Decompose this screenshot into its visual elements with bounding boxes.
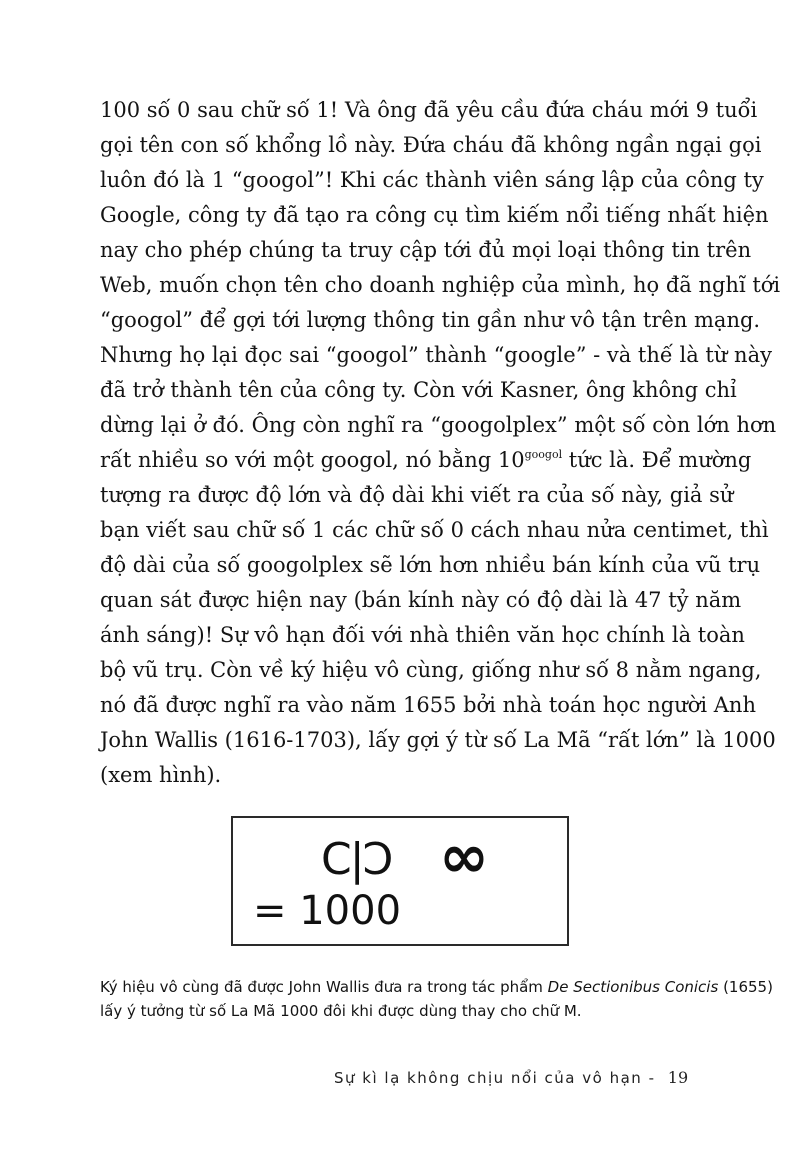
body-line: bộ vũ trụ. Còn về ký hiệu vô cùng, giống như số 8 nằm ngang,	[100, 658, 762, 682]
caption-year: (1655)	[718, 978, 773, 996]
body-line: Google, công ty đã tạo ra công cụ tìm kiếm nổi tiếng nhất hiện	[100, 203, 769, 227]
footer-separator: -	[648, 1069, 656, 1087]
running-title: Sự kì lạ không chịu nổi của vô hạn	[334, 1069, 643, 1087]
figure-equals-value: = 1000	[253, 888, 402, 934]
body-line: luôn đó là 1 “googol”! Khi các thành viên sáng lập của công ty	[100, 168, 764, 192]
body-line: (xem hình).	[100, 763, 222, 787]
body-line: dừng lại ở đó. Ông còn nghĩ ra “googolplex” một số còn lớn hơn	[100, 413, 777, 437]
caption-book-title: De Sectionibus Conicis	[547, 978, 719, 996]
body-line: quan sát được hiện nay (bán kính này có độ dài là 47 tỷ năm	[100, 588, 742, 612]
body-line: tượng ra được độ lớn và độ dài khi viết ra của số này, giả sử	[100, 483, 734, 507]
exponent-base-text: rất nhiều so với một googol, nó bằng 10	[100, 448, 525, 472]
body-line: gọi tên con số khổng lồ này. Đứa cháu đã không ngần ngại gọi	[100, 133, 762, 157]
body-line: bạn viết sau chữ số 1 các chữ số 0 cách nhau nửa centimet, thì	[100, 518, 769, 542]
body-line: nó đã được nghĩ ra vào năm 1655 bởi nhà toán học người Anh	[100, 693, 756, 717]
body-line: Web, muốn chọn tên cho doanh nghiệp của mình, họ đã nghĩ tới	[100, 273, 781, 297]
body-line: nay cho phép chúng ta truy cập tới đủ mọi loại thông tin trên	[100, 238, 752, 262]
caption-line	[100, 975, 773, 999]
roman-thousand-icon: C|Ɔ	[321, 834, 392, 885]
exponent-following-text: tức là. Để mường	[562, 448, 752, 472]
caption-line: lấy ý tưởng từ số La Mã 1000 đôi khi được dùng thay cho chữ M.	[100, 1002, 582, 1020]
body-paragraph	[100, 93, 781, 793]
body-line: John Wallis (1616-1703), lấy gợi ý từ số La Mã “rất lớn” là 1000	[100, 728, 776, 752]
body-line: độ dài của số googolplex sẽ lớn hơn nhiều bán kính của vũ trụ	[100, 553, 761, 577]
body-line: ánh sáng)! Sự vô hạn đối với nhà thiên văn học chính là toàn	[100, 623, 745, 647]
body-line: Nhưng họ lại đọc sai “googol” thành “google” - và thế là từ này	[100, 343, 772, 367]
exponent-superscript: googol	[524, 448, 563, 461]
page-footer	[334, 1068, 694, 1087]
infinity-icon: ∞	[439, 822, 489, 892]
body-line: 100 số 0 sau chữ số 1! Và ông đã yêu cầu đứa cháu mới 9 tuổi	[100, 98, 758, 122]
infinity-figure	[231, 816, 569, 946]
figure-caption	[100, 975, 773, 1023]
body-line: “googol” để gợi tới lượng thông tin gần như vô tận trên mạng.	[100, 308, 761, 332]
caption-text: Ký hiệu vô cùng đã được John Wallis đưa ra trong tác phẩm	[100, 978, 548, 996]
body-line: đã trở thành tên của công ty. Còn với Kasner, ông không chỉ	[100, 378, 737, 402]
body-line-with-exponent	[100, 443, 752, 478]
page-number: 19	[667, 1068, 689, 1087]
